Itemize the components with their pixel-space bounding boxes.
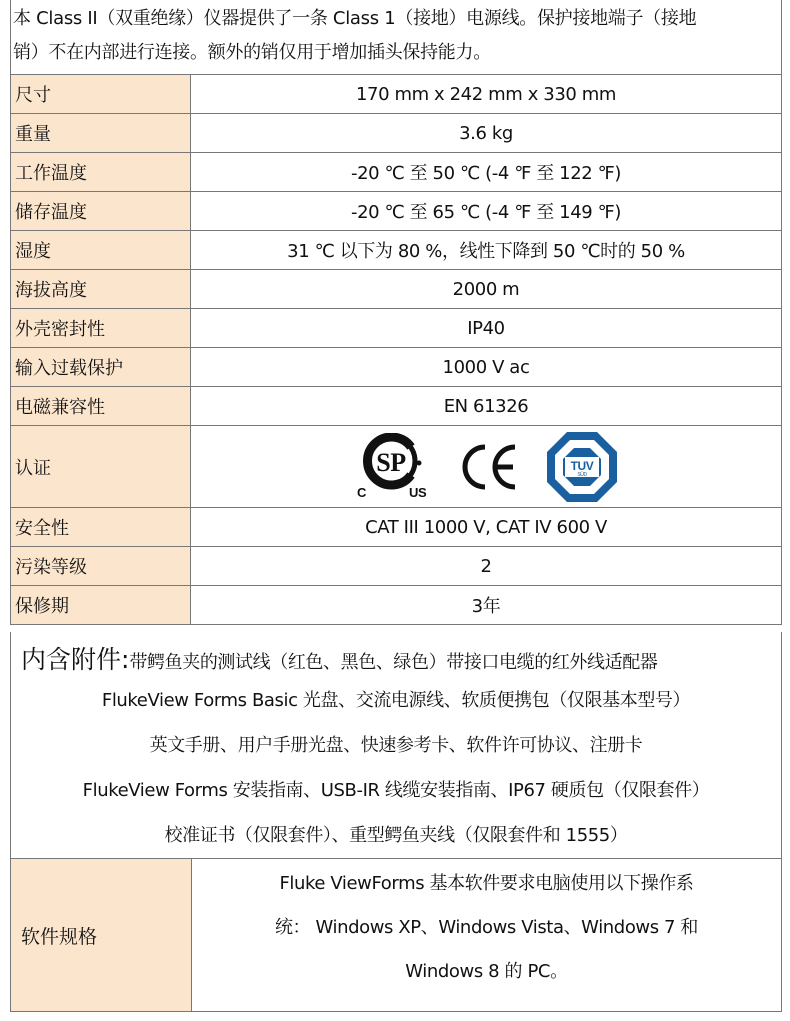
spec-label: 海拔高度 bbox=[11, 270, 191, 309]
spec-row-altitude bbox=[11, 270, 782, 309]
spec-value: IP40 bbox=[191, 309, 782, 348]
spec-row-emc bbox=[11, 387, 782, 426]
tuv-sud-logo bbox=[545, 430, 619, 504]
spec-value: 3年 bbox=[191, 586, 782, 625]
software-row bbox=[11, 859, 782, 1012]
spec-row-weight bbox=[11, 114, 782, 153]
spec-value: 2 bbox=[191, 547, 782, 586]
csa-us: US bbox=[409, 484, 427, 500]
certification-logos bbox=[191, 426, 782, 508]
spec-row-warranty bbox=[11, 586, 782, 625]
csa-c: C bbox=[357, 484, 366, 500]
software-line: Windows 8 的 PC。 bbox=[405, 961, 568, 982]
accessories-item: 校准证书（仅限套件）、重型鳄鱼夹线（仅限套件和 1555） bbox=[164, 825, 628, 846]
spec-value: 170 mm x 242 mm x 330 mm bbox=[191, 75, 782, 114]
spec-row-pollution bbox=[11, 547, 782, 586]
accessories-heading: 内含附件: bbox=[21, 645, 130, 674]
csa-us-logo bbox=[353, 433, 431, 501]
software-line: Fluke ViewForms 基本软件要求电脑使用以下操作系 bbox=[279, 873, 694, 894]
spec-value: CAT III 1000 V, CAT IV 600 V bbox=[191, 508, 782, 547]
spec-value: -20 ℃ 至 65 ℃ (-4 ℉ 至 149 ℉) bbox=[191, 192, 782, 231]
spec-label: 污染等级 bbox=[11, 547, 191, 586]
spec-value: EN 61326 bbox=[191, 387, 782, 426]
spec-label: 电磁兼容性 bbox=[11, 387, 191, 426]
spec-row-operating-temp bbox=[11, 153, 782, 192]
spec-row-dimensions bbox=[11, 75, 782, 114]
tuv-text: TUV bbox=[570, 458, 594, 473]
accessories-item: FlukeView Forms 安装指南、USB-IR 线缆安装指南、IP67 硬质包（仅限套件） bbox=[82, 780, 710, 801]
intro-line-1: 本 Class II（双重绝缘）仪器提供了一条 Class 1（接地）电源线。保护接地端子（接地 bbox=[13, 8, 697, 29]
spec-row-overload bbox=[11, 348, 782, 387]
spec-label: 工作温度 bbox=[11, 153, 191, 192]
specs-table bbox=[10, 74, 782, 625]
software-line: 统： Windows XP、Windows Vista、Windows 7 和 bbox=[274, 917, 699, 938]
accessories-item: 带鳄鱼夹的测试线（红色、黑色、绿色）带接口电缆的红外线适配器 bbox=[129, 652, 658, 673]
accessories-item: 英文手册、用户手册光盘、快速参考卡、软件许可协议、注册卡 bbox=[149, 735, 643, 756]
spec-label: 尺寸 bbox=[11, 75, 191, 114]
spec-label: 外壳密封性 bbox=[11, 309, 191, 348]
spec-row-certification bbox=[11, 426, 782, 508]
spec-value: 1000 V ac bbox=[191, 348, 782, 387]
accessories-item: FlukeView Forms Basic 光盘、交流电源线、软质便携包（仅限基本型号） bbox=[101, 690, 691, 711]
spec-value: 31 ℃ 以下为 80 %，线性下降到 50 ℃时的 50 % bbox=[191, 231, 782, 270]
software-value bbox=[192, 859, 782, 1012]
tuv-sub: SÜD bbox=[577, 471, 587, 478]
accessories-first-line bbox=[11, 632, 781, 678]
spec-row-storage-temp bbox=[11, 192, 782, 231]
spec-row-humidity bbox=[11, 231, 782, 270]
software-label: 软件规格 bbox=[11, 859, 192, 1012]
software-table bbox=[10, 858, 782, 1012]
spec-label: 湿度 bbox=[11, 231, 191, 270]
spec-value: 2000 m bbox=[191, 270, 782, 309]
included-accessories bbox=[10, 632, 782, 858]
spec-label: 认证 bbox=[11, 426, 191, 508]
spec-label: 保修期 bbox=[11, 586, 191, 625]
spec-row-enclosure bbox=[11, 309, 782, 348]
spec-label: 重量 bbox=[11, 114, 191, 153]
spec-row-safety bbox=[11, 508, 782, 547]
intro-note bbox=[10, 0, 782, 76]
spec-label: 安全性 bbox=[11, 508, 191, 547]
intro-line-2: 销）不在内部进行连接。额外的销仅用于增加插头保持能力。 bbox=[13, 42, 491, 63]
spec-label: 输入过载保护 bbox=[11, 348, 191, 387]
spec-value: -20 ℃ 至 50 ℃ (-4 ℉ 至 122 ℉) bbox=[191, 153, 782, 192]
csa-letters: SP bbox=[376, 447, 406, 477]
spec-value: 3.6 kg bbox=[191, 114, 782, 153]
ce-mark-logo bbox=[457, 442, 519, 492]
spec-label: 储存温度 bbox=[11, 192, 191, 231]
